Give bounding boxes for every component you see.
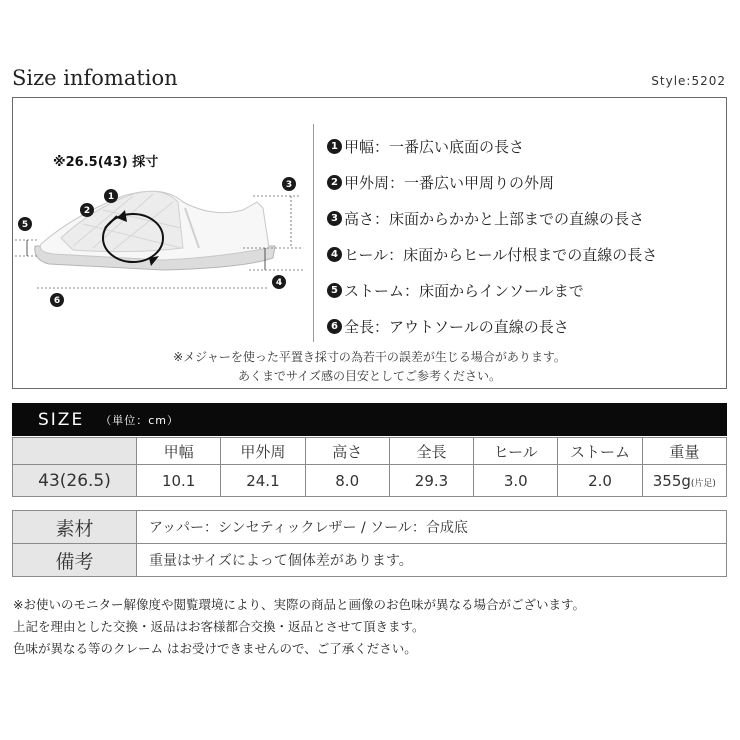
shoe-photo-area	[13, 98, 313, 388]
table-row	[13, 511, 727, 544]
svg-text:2: 2	[83, 206, 91, 216]
column-header: 重量	[642, 438, 726, 465]
weight-cell: 355g(片足)	[642, 465, 726, 497]
measurement-item-3: 3 高さ：床面からかかと上部までの直線の長さ	[327, 200, 727, 236]
remarks-value: 重量はサイズによって個体差があります。	[137, 544, 727, 577]
column-header: ヒール	[474, 438, 558, 465]
style-code: Style:5202	[651, 74, 726, 88]
table-row	[13, 465, 727, 497]
measurement-item-5: 5 ストーム：床面からインソールまで	[327, 272, 727, 308]
column-header: 全長	[389, 438, 473, 465]
svg-text:4: 4	[275, 278, 283, 288]
note-line: 上記を理由とした交換・返品はお客様都合交換・返品とさせて頂きます。	[13, 619, 425, 634]
vertical-divider	[313, 124, 314, 342]
column-header: 甲幅	[137, 438, 221, 465]
note-line: ※お使いのモニター解像度や閲覧環境により、実際の商品と画像のお色味が異なる場合がございます。	[13, 597, 585, 612]
column-header: ストーム	[558, 438, 642, 465]
shoe-illustration	[13, 98, 313, 388]
table-cell: 8.0	[305, 465, 389, 497]
size-table	[12, 437, 727, 497]
size-table-header-row	[13, 438, 727, 465]
svg-text:5: 5	[21, 220, 29, 230]
measurement-item-6: 6 全長：アウトソールの直線の長さ	[327, 308, 727, 344]
column-header: 甲外周	[221, 438, 305, 465]
size-section-header: SIZE （単位：cm）	[12, 403, 727, 436]
measurement-item-4: 4 ヒール：床面からヒール付根までの直線の長さ	[327, 236, 727, 272]
measurement-item-1: 1 甲幅：一番広い底面の長さ	[327, 128, 727, 164]
table-cell: 24.1	[221, 465, 305, 497]
remarks-label: 備考	[13, 544, 137, 577]
svg-text:3: 3	[285, 180, 293, 190]
column-header: 高さ	[305, 438, 389, 465]
svg-text:1: 1	[107, 192, 115, 202]
table-cell: 29.3	[389, 465, 473, 497]
svg-text:6: 6	[53, 296, 61, 306]
table-cell: 2.0	[558, 465, 642, 497]
info-table	[12, 510, 727, 577]
page-title: Size infomation	[12, 66, 178, 90]
size-table-corner	[13, 438, 137, 465]
measurement-disclaimer: ※メジャーを使った平置き採寸の為若干の誤差が生じる場合があります。 あくまでサイズ感の目安としてご参考ください。	[173, 350, 566, 383]
footer-notes	[13, 594, 585, 660]
measurement-panel	[12, 97, 727, 389]
measurement-item-2: 2 甲外周：一番広い甲周りの外周	[327, 164, 727, 200]
table-cell: 10.1	[137, 465, 221, 497]
table-row	[13, 544, 727, 577]
sample-size-note: ※26.5(43) 採寸	[53, 155, 159, 170]
measurement-list	[327, 128, 727, 344]
material-value: アッパー：シンセティックレザー / ソール：合成底	[137, 511, 727, 544]
table-cell: 3.0	[474, 465, 558, 497]
material-label: 素材	[13, 511, 137, 544]
note-line: 色味が異なる等のクレーム はお受けできませんので、ご了承ください。	[13, 641, 417, 656]
size-label: 43(26.5)	[13, 465, 137, 497]
